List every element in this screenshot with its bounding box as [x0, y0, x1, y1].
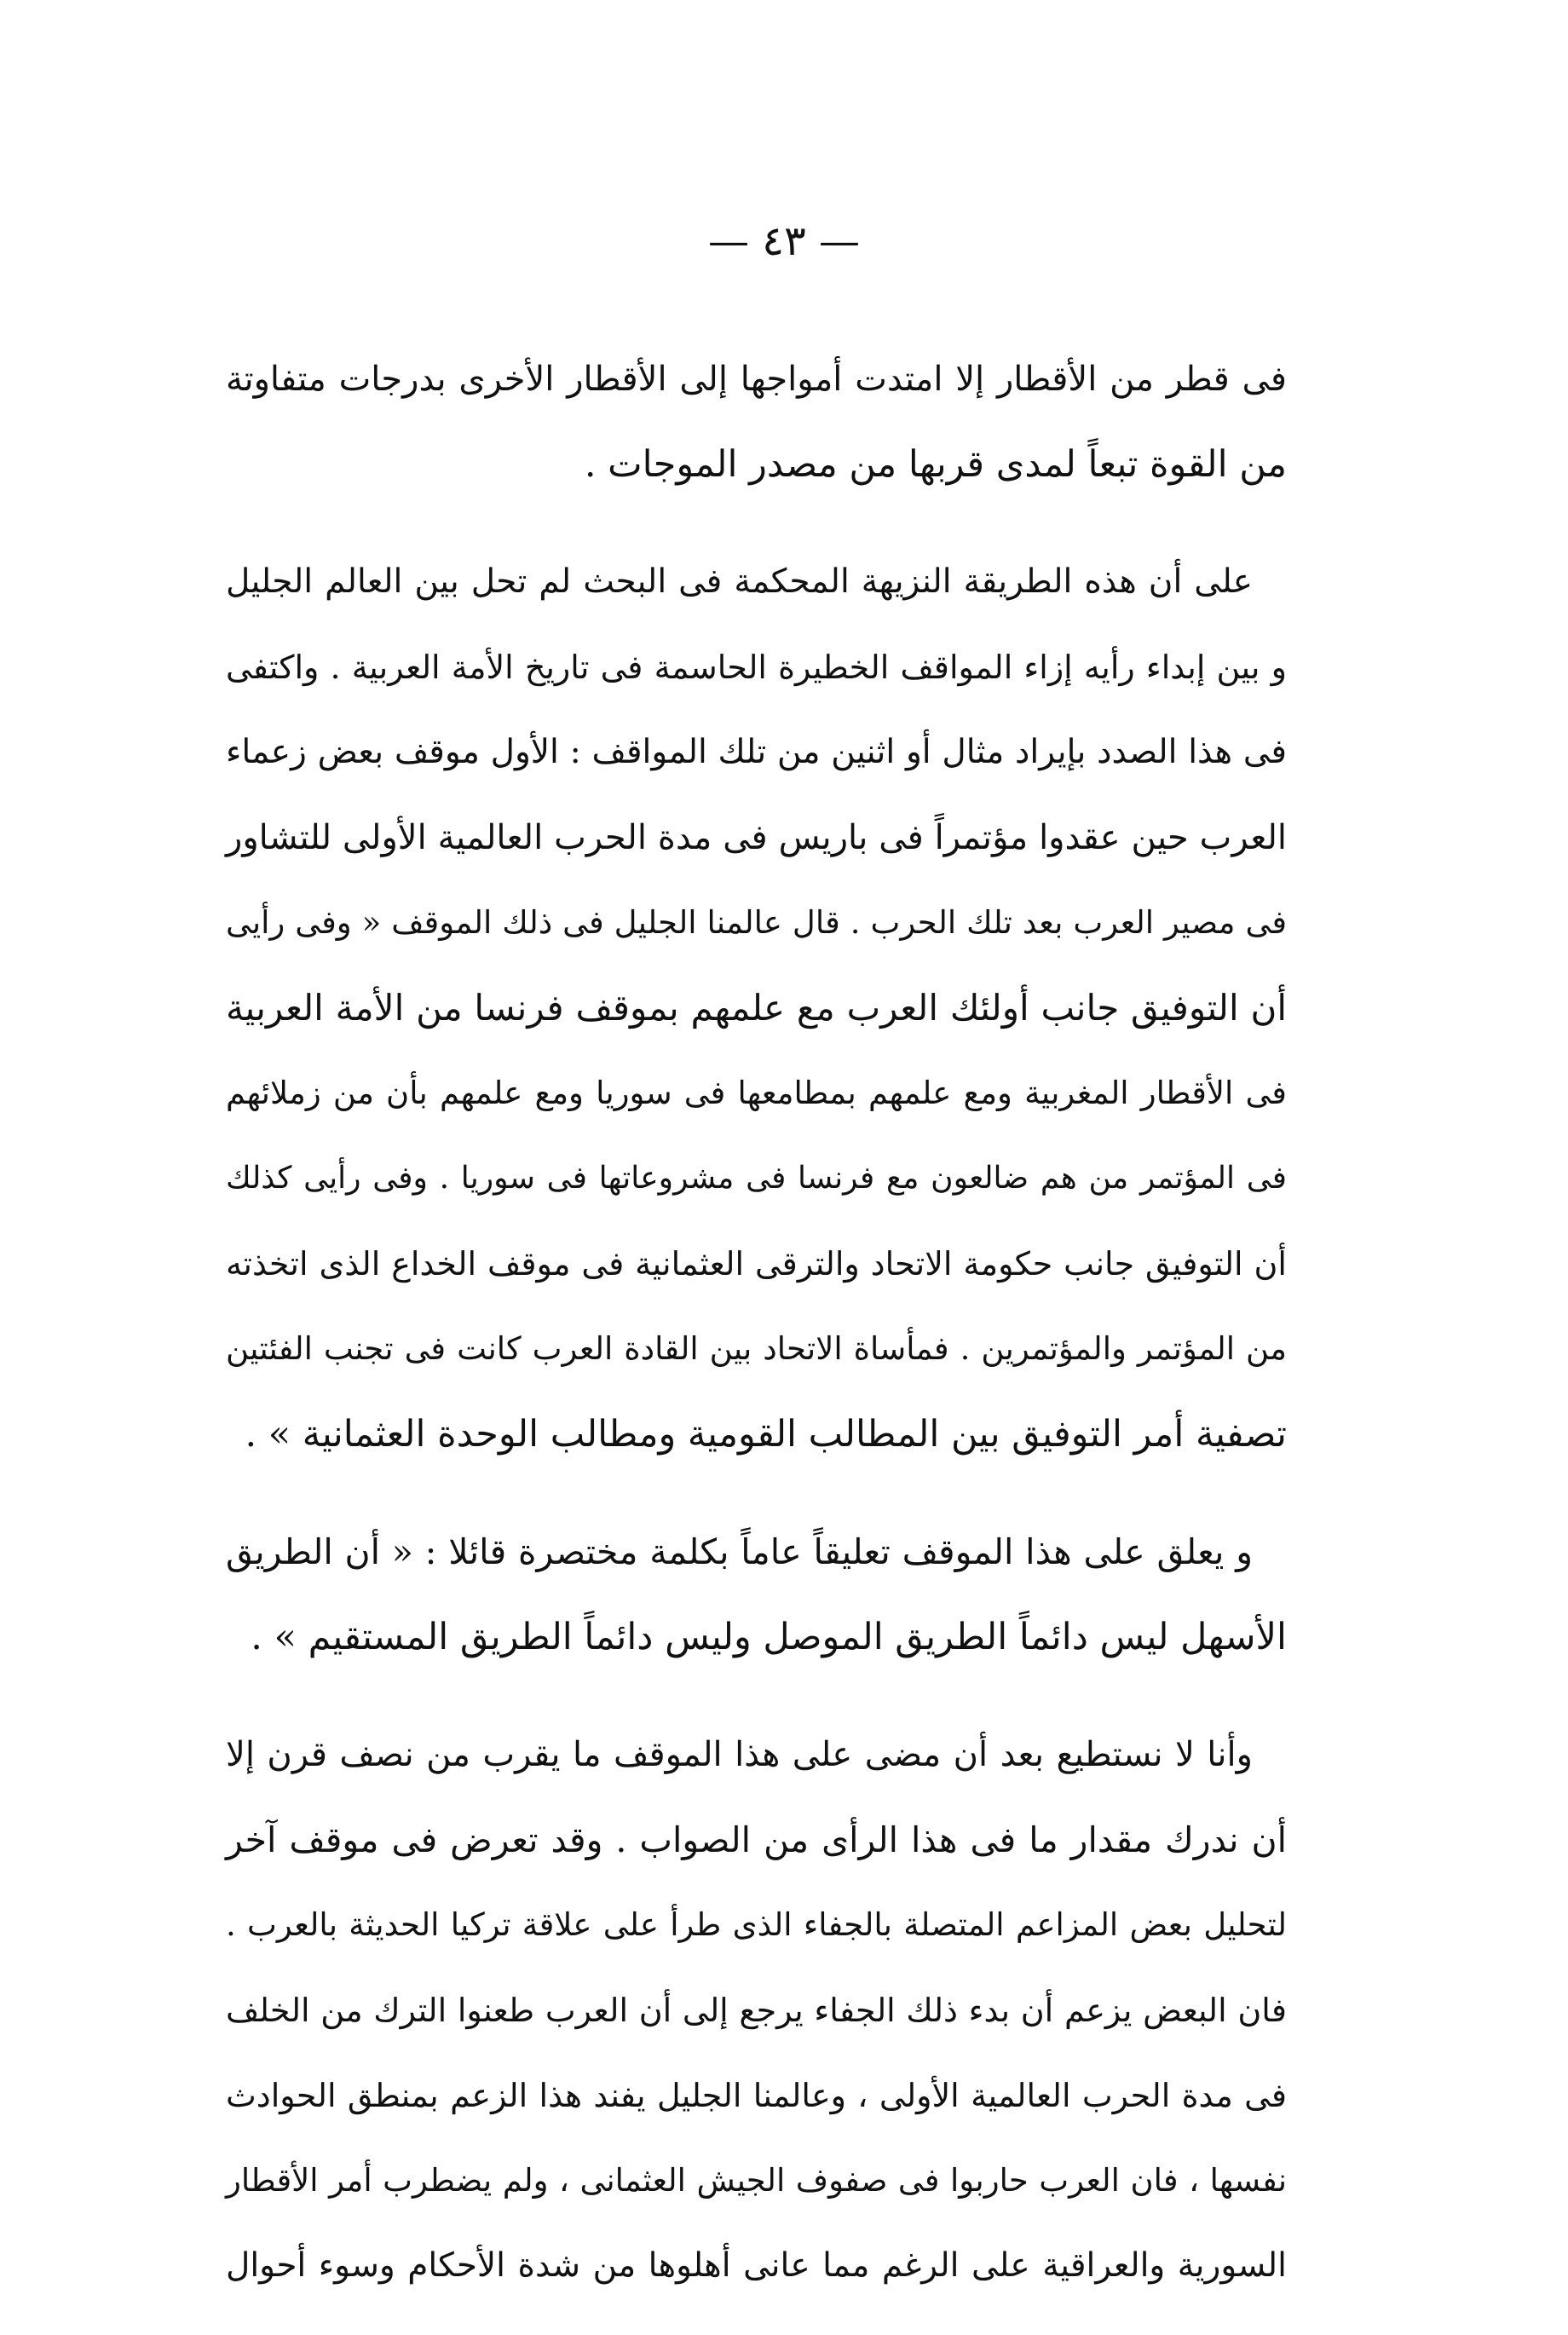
text-line: نفسها ، فان العرب حاربوا فى صفوف الجيش العثمانى ، ولم يضطرب أمر الأقطار	[226, 2162, 1287, 2199]
text-line: على أن هذه الطريقة النزيهة المحكمة فى البحث لم تحل بين العالم الجليل	[226, 562, 1253, 601]
text-line: من القوة تبعاً لمدى قربها من مصدر الموجات .	[584, 443, 1287, 486]
text-line: و بين إبداء رأيه إزاء المواقف الخطيرة الحاسمة فى تاريخ الأمة العربية . واكتفى	[226, 649, 1287, 686]
text-line: لتحليل بعض المزاعم المتصلة بالجفاء الذى طرأ على علاقة تركيا الحديثة بالعرب .	[226, 1906, 1287, 1943]
text-line: الأسهل ليس دائماً الطريق الموصل وليس دائماً الطريق المستقيم » .	[251, 1616, 1287, 1658]
text-line: و يعلق على هذا الموقف تعليقاً عاماً بكلمة مختصرة قائلا : « أن الطريق	[226, 1531, 1253, 1572]
text-line: فى الأقطار المغربية ومع علمهم بمطامعها فى سوريا ومع علمهم بأن من زملائهم	[226, 1075, 1287, 1111]
text-line: فى مدة الحرب العالمية الأولى ، وعالمنا الجليل يفند هذا الزعم بمنطق الحوادث	[226, 2077, 1287, 2114]
text-line: السورية والعراقية على الرغم مما عانى أهلوها من شدة الأحكام وسوء أحوال	[226, 2246, 1287, 2285]
text-line: فى قطر من الأقطار إلا امتدت أمواجها إلى الأقطار الأخرى بدرجات متفاوتة	[226, 360, 1287, 399]
body-text	[226, 337, 1287, 2309]
text-line: فى مصير العرب بعد تلك الحرب . قال عالمنا الجليل فى ذلك الموقف « وفى رأيى	[226, 904, 1287, 941]
text-line: فان البعض يزعم أن بدء ذلك الجفاء يرجع إلى أن العرب طعنوا الترك من الخلف	[226, 1992, 1287, 2029]
text-line: العرب حين عقدوا مؤتمراً فى باريس فى مدة الحرب العالمية الأولى للتشاور	[226, 818, 1287, 857]
page-number: — ٤٣ —	[707, 217, 861, 265]
text-line: فى المؤتمر من هم ضالعون مع فرنسا فى مشروعاتها فى سوريا . وفى رأيى كذلك	[226, 1161, 1287, 1196]
text-line: فى هذا الصدد بإيراد مثال أو اثنين من تلك المواقف : الأول موقف بعض زعماء	[226, 733, 1287, 771]
text-line: أن التوفيق جانب أولئك العرب مع علمهم بموقف فرنسا من الأمة العربية	[226, 987, 1287, 1029]
text-line: أن التوفيق جانب حكومة الاتحاد والترقى العثمانية فى موقف الخداع الذى اتخذته	[226, 1245, 1287, 1283]
text-line: تصفية أمر التوفيق بين المطالب القومية ومطالب الوحدة العثمانية » .	[245, 1413, 1287, 1456]
text-line: وأنا لا نستطيع بعد أن مضى على هذا الموقف ما يقرب من نصف قرن إلا	[226, 1735, 1253, 1774]
text-line: من المؤتمر والمؤتمرين . فمأساة الاتحاد بين القادة العرب كانت فى تجنب الفئتين	[226, 1330, 1287, 1367]
text-line: أن ندرك مقدار ما فى هذا الرأى من الصواب . وقد تعرض فى موقف آخر	[226, 1819, 1287, 1860]
